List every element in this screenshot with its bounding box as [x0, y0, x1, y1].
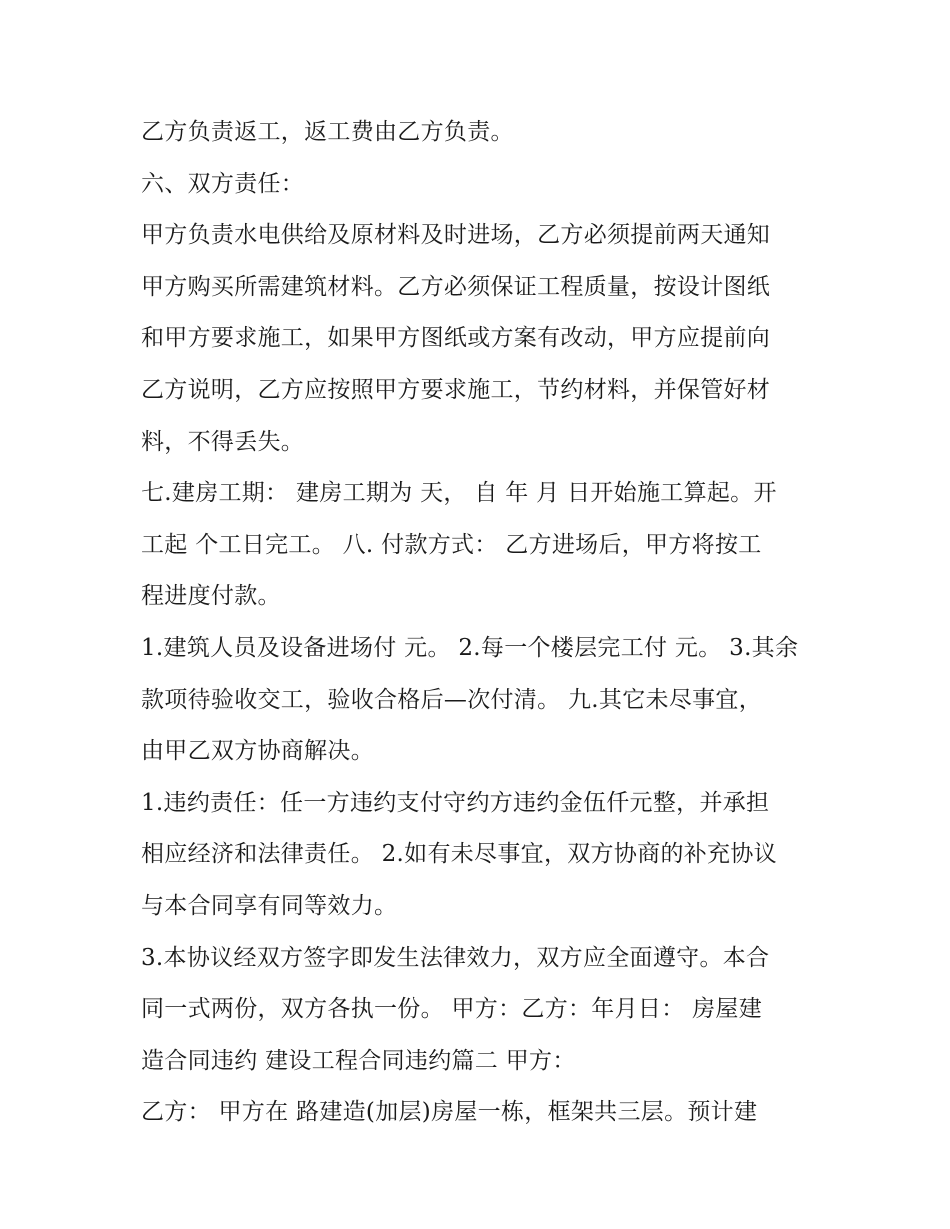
- section-heading: 六、双方责任：: [141, 170, 305, 197]
- text-line: 程进度付款。: [141, 583, 281, 610]
- document-body: [141, 107, 821, 1139]
- text-line: 3.本协议经双方签字即发生法律效力，双方应全面遵守。本合: [141, 944, 770, 971]
- text-line: 1.建筑人员及设备进场付 元。 2.每一个楼层完工付 元。 3.其余: [141, 634, 799, 661]
- text-line: 甲方负责水电供给及原材料及时进场，乙方必须提前两天通知: [141, 222, 771, 249]
- text-line: 由甲乙双方协商解决。: [141, 738, 374, 765]
- text-line: 乙方说明，乙方应按照甲方要求施工，节约材料，并保管好材: [141, 376, 771, 403]
- text-line: 相应经济和法律责任。 2.如有未尽事宜，双方协商的补充协议: [141, 841, 777, 868]
- text-line: 料，不得丢失。: [141, 428, 305, 455]
- text-line: 造合同违约 建设工程合同违约篇二 甲方：: [141, 1047, 576, 1074]
- text-line: 和甲方要求施工，如果甲方图纸或方案有改动，甲方应提前向: [141, 325, 771, 352]
- text-line: 款项待验收交工，验收合格后—次付清。 九.其它未尽事宜，: [141, 686, 763, 713]
- text-line: 与本合同享有同等效力。: [141, 892, 398, 919]
- text-line: 乙方负责返工，返工费由乙方负责。: [141, 119, 514, 145]
- text-line: 工起 个工日完工。 八. 付款方式： 乙方进场后，甲方将按工: [141, 531, 762, 558]
- text-line: 甲方购买所需建筑材料。乙方必须保证工程质量，按设计图纸: [141, 273, 771, 300]
- text-line: 1.违约责任：任一方违约支付守约方违约金伍仟元整，并承担: [141, 789, 770, 816]
- text-line: 七.建房工期： 建房工期为 天， 自 年 月 日开始施工算起。开: [141, 480, 777, 507]
- text-line: 同一式两份，双方各执一份。 甲方：乙方：年月日： 房屋建: [141, 996, 763, 1023]
- text-line: 乙方： 甲方在 路建造(加层)房屋一栋，框架共三层。预计建: [141, 1099, 758, 1126]
